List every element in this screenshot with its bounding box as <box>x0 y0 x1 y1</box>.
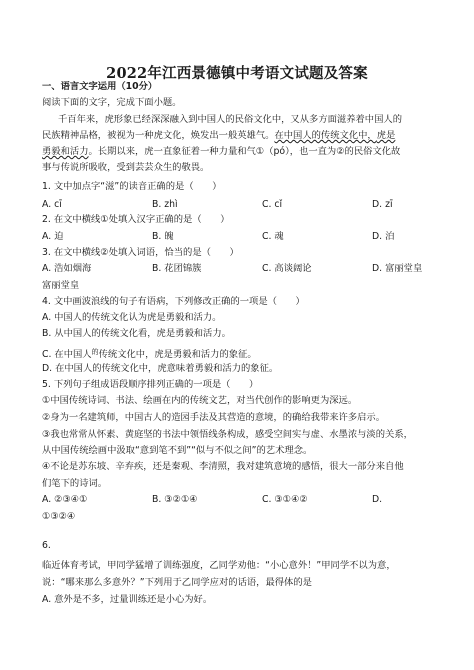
q3-option-c: C. 高谈阔论 <box>262 263 312 274</box>
q4-option-c-superscript: 的 <box>91 348 99 356</box>
passage-line-2-start: 民族精神品格，被视为一种虎文化，焕发出一般英雄气。 <box>42 130 275 141</box>
question-6-text-1: 临近体育考试，甲同学猛增了训练强度，乙同学劝他：“小心意外！”甲同学不以为意， <box>42 560 396 571</box>
passage-line-3-end: ，也一直为②的民俗文化故 <box>289 146 401 157</box>
q1-option-b: B. zhì <box>152 199 178 210</box>
q5-option-d-overflow: ①③②④ <box>42 511 76 522</box>
passage-wavy-sentence-start: 在中国人的传统文化中， <box>274 130 377 141</box>
q1-option-a: A. cī <box>42 199 62 210</box>
page-title: 2022年江西景德镇中考语文试题及答案 <box>106 65 368 82</box>
question-1-stem: 1. 文中加点字“滋”的读音正确的是（ ） <box>42 181 222 192</box>
question-3-stem: 3. 在文中横线②处填入词语，恰当的是（ ） <box>42 247 239 258</box>
q3-option-d-overflow: 富丽堂皇 <box>42 280 80 291</box>
q2-option-c: C. 魂 <box>262 231 284 242</box>
q5-option-c: C. ③①④② <box>262 494 308 505</box>
q5-sentence-1: ①中国传统诗词、书法、绘画在内的传统文艺，对当代创作的影响更为深远。 <box>42 395 358 406</box>
q5-sentence-4: ④不论是苏东坡、辛弃疾，还是秦观、李清照，我对建筑意境的感悟，很大一部分来自他 <box>42 461 404 472</box>
q5-sentence-2: ②身为一名建筑师，中国古人的造园手法及其营造的意境，的确给我带来许多启示。 <box>42 412 386 423</box>
q3-option-b: B. 花团锦簇 <box>152 263 202 274</box>
q3-option-a: A. 浩如烟海 <box>42 263 92 274</box>
q1-option-d: D. zī <box>372 199 393 210</box>
passage-line-3-mid: 。长期以来，虎一直象征着一种力量和气 <box>88 146 256 157</box>
q4-option-a: A. 中国人的传统文化认为虎是勇毅和活力。 <box>42 312 222 323</box>
q4-option-c-pre: C. 在中国人 <box>42 349 92 360</box>
q2-option-b: B. 魄 <box>152 231 174 242</box>
question-2-stem: 2. 在文中横线①处填入汉字正确的是（ ） <box>42 214 230 225</box>
passage-line-4: 事与传说所吸收，受到芸芸众生的敬畏。 <box>42 162 210 173</box>
question-6-number: 6. <box>42 540 51 551</box>
q4-option-c <box>42 346 257 361</box>
q5-option-d: D. <box>372 494 383 505</box>
q2-option-d: D. 泊 <box>372 231 395 242</box>
q3-option-d: D. 富丽堂皇 <box>372 263 423 274</box>
passage-line-3 <box>42 146 400 158</box>
q2-option-a: A. 迫 <box>42 231 64 242</box>
q4-option-b: B. 从中国人的传统文化看，虎是勇毅和活力。 <box>42 328 231 339</box>
q4-option-c-post: 传统文化中，虎是勇毅和活力的象征。 <box>98 349 257 360</box>
q5-option-a: A. ②③④① <box>42 494 88 505</box>
passage-wavy-sentence-end: 勇毅和活力 <box>42 146 89 157</box>
q1-option-c: C. cǐ <box>262 199 283 210</box>
q6-option-a: A. 意外是不多，过量训练还是小心为好。 <box>42 594 213 605</box>
reading-instruction: 阅读下面的文字，完成下面小题。 <box>42 97 182 108</box>
q5-sentence-4-cont: 们笔下的诗词。 <box>42 478 108 489</box>
question-5-stem: 5. 下列句子组成语段顺序排列正确的一项是（ ） <box>42 379 259 390</box>
q5-sentence-3: ③我也常常从怀素、黄庭坚的书法中领悟线条构成，感受空间实与虚、水墨浓与淡的关系， <box>42 429 413 440</box>
blank-1: ①（pó） <box>255 146 290 157</box>
q5-sentence-3-cont: 从中国传统绘画中汲取“意到笔不到”“似与不似之间”的艺术理念。 <box>42 445 313 456</box>
question-4-stem: 4. 文中画波浪线的句子有语病，下列修改正确的一项是（ ） <box>42 296 305 307</box>
q4-option-d: D. 在中国人的传统文化中，虎意味着勇毅和活力的象征。 <box>42 363 279 374</box>
passage-wavy-sentence-mid: 虎是 <box>376 130 396 141</box>
q5-option-b: B. ③②①④ <box>152 494 198 505</box>
passage-line-2 <box>42 130 395 142</box>
section-heading: 一、语言文字运用（10分） <box>42 81 158 92</box>
question-6-text-2: 说：“哪来那么多意外？”下列用于乙同学应对的话语，最得体的是 <box>42 577 312 588</box>
passage-line-1: 千百年来，虎形象已经深深融入到中国人的民俗文化中，又从多方面滋养着中国人的 <box>58 114 402 125</box>
